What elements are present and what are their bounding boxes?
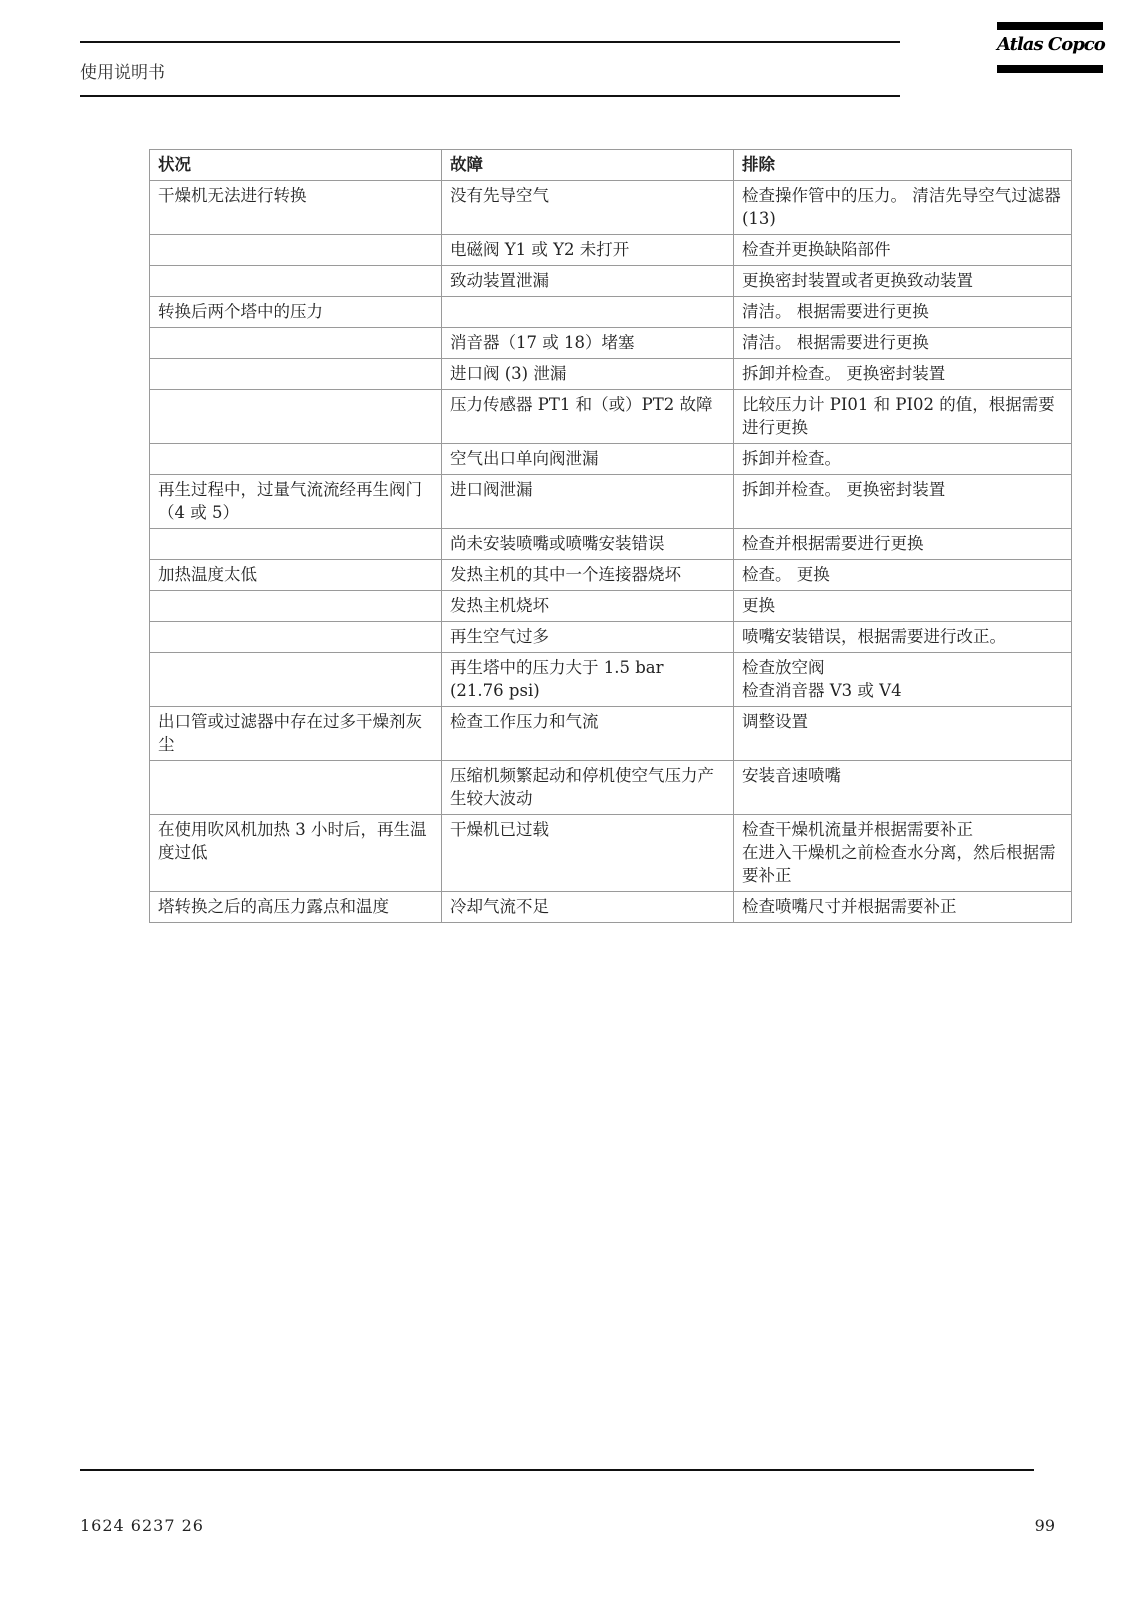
column-header-condition: 状况 <box>150 150 442 181</box>
table-row <box>150 235 1072 266</box>
cell-condition: 加热温度太低 <box>150 560 442 591</box>
table-row <box>150 815 1072 892</box>
cell-condition <box>150 390 442 444</box>
cell-fault: 尚未安装喷嘴或喷嘴安装错误 <box>442 529 734 560</box>
cell-condition <box>150 359 442 390</box>
cell-fault: 空气出口单向阀泄漏 <box>442 444 734 475</box>
table-row <box>150 892 1072 923</box>
table-header-row <box>150 150 1072 181</box>
cell-fault: 干燥机已过载 <box>442 815 734 892</box>
cell-condition <box>150 529 442 560</box>
cell-remedy: 检查干燥机流量并根据需要补正 在进入干燥机之前检查水分离，然后根据需要补正 <box>734 815 1072 892</box>
table-row <box>150 622 1072 653</box>
table-row <box>150 328 1072 359</box>
column-header-fault: 故障 <box>442 150 734 181</box>
cell-fault <box>442 297 734 328</box>
cell-remedy: 更换密封装置或者更换致动装置 <box>734 266 1072 297</box>
table-body <box>150 181 1072 923</box>
cell-fault: 压力传感器 PT1 和（或）PT2 故障 <box>442 390 734 444</box>
cell-remedy: 检查并根据需要进行更换 <box>734 529 1072 560</box>
cell-condition <box>150 653 442 707</box>
cell-remedy: 检查。 更换 <box>734 560 1072 591</box>
cell-condition <box>150 235 442 266</box>
logo-bottom-bar <box>997 65 1103 73</box>
logo-text: Atlas Copco <box>997 34 1105 55</box>
document-code: 1624 6237 26 <box>80 1516 204 1535</box>
header-top-rule <box>80 41 900 43</box>
cell-remedy: 更换 <box>734 591 1072 622</box>
table-row <box>150 761 1072 815</box>
table-row <box>150 653 1072 707</box>
cell-fault: 消音器（17 或 18）堵塞 <box>442 328 734 359</box>
atlas-copco-logo <box>997 22 1103 74</box>
table-row <box>150 560 1072 591</box>
header-bottom-rule <box>80 95 900 97</box>
cell-fault: 再生塔中的压力大于 1.5 bar (21.76 psi) <box>442 653 734 707</box>
cell-fault: 进口阀 (3) 泄漏 <box>442 359 734 390</box>
cell-condition <box>150 328 442 359</box>
document-title: 使用说明书 <box>80 63 165 83</box>
cell-remedy: 安装音速喷嘴 <box>734 761 1072 815</box>
table-row <box>150 359 1072 390</box>
table-row <box>150 181 1072 235</box>
cell-remedy: 喷嘴安装错误，根据需要进行改正。 <box>734 622 1072 653</box>
table-row <box>150 529 1072 560</box>
cell-fault: 发热主机烧坏 <box>442 591 734 622</box>
troubleshooting-table <box>149 149 1072 923</box>
table-row <box>150 475 1072 529</box>
cell-fault: 压缩机频繁起动和停机使空气压力产生较大波动 <box>442 761 734 815</box>
cell-remedy: 拆卸并检查。 <box>734 444 1072 475</box>
table-row <box>150 297 1072 328</box>
table-row <box>150 591 1072 622</box>
cell-remedy: 检查并更换缺陷部件 <box>734 235 1072 266</box>
cell-fault: 进口阀泄漏 <box>442 475 734 529</box>
cell-remedy: 清洁。 根据需要进行更换 <box>734 328 1072 359</box>
cell-condition: 再生过程中，过量气流流经再生阀门（4 或 5） <box>150 475 442 529</box>
cell-fault: 冷却气流不足 <box>442 892 734 923</box>
table-row <box>150 390 1072 444</box>
cell-remedy: 拆卸并检查。 更换密封装置 <box>734 475 1072 529</box>
cell-remedy: 检查操作管中的压力。 清洁先导空气过滤器 (13) <box>734 181 1072 235</box>
cell-condition <box>150 761 442 815</box>
cell-condition <box>150 591 442 622</box>
table-row <box>150 266 1072 297</box>
cell-remedy: 调整设置 <box>734 707 1072 761</box>
page-number: 99 <box>1034 1516 1055 1535</box>
table-row <box>150 707 1072 761</box>
cell-condition <box>150 622 442 653</box>
logo-top-bar <box>997 22 1103 30</box>
cell-remedy: 检查喷嘴尺寸并根据需要补正 <box>734 892 1072 923</box>
cell-fault: 电磁阀 Y1 或 Y2 未打开 <box>442 235 734 266</box>
cell-condition: 在使用吹风机加热 3 小时后，再生温度过低 <box>150 815 442 892</box>
cell-remedy: 比较压力计 PI01 和 PI02 的值，根据需要进行更换 <box>734 390 1072 444</box>
cell-remedy: 检查放空阀 检查消音器 V3 或 V4 <box>734 653 1072 707</box>
cell-condition <box>150 444 442 475</box>
table-row <box>150 444 1072 475</box>
cell-condition: 干燥机无法进行转换 <box>150 181 442 235</box>
cell-condition: 转换后两个塔中的压力 <box>150 297 442 328</box>
cell-fault: 再生空气过多 <box>442 622 734 653</box>
cell-fault: 发热主机的其中一个连接器烧坏 <box>442 560 734 591</box>
footer-rule <box>80 1469 1034 1471</box>
cell-condition: 出口管或过滤器中存在过多干燥剂灰尘 <box>150 707 442 761</box>
column-header-remedy: 排除 <box>734 150 1072 181</box>
cell-condition <box>150 266 442 297</box>
cell-fault: 检查工作压力和气流 <box>442 707 734 761</box>
cell-fault: 致动装置泄漏 <box>442 266 734 297</box>
cell-remedy: 清洁。 根据需要进行更换 <box>734 297 1072 328</box>
cell-fault: 没有先导空气 <box>442 181 734 235</box>
cell-condition: 塔转换之后的高压力露点和温度 <box>150 892 442 923</box>
cell-remedy: 拆卸并检查。 更换密封装置 <box>734 359 1072 390</box>
